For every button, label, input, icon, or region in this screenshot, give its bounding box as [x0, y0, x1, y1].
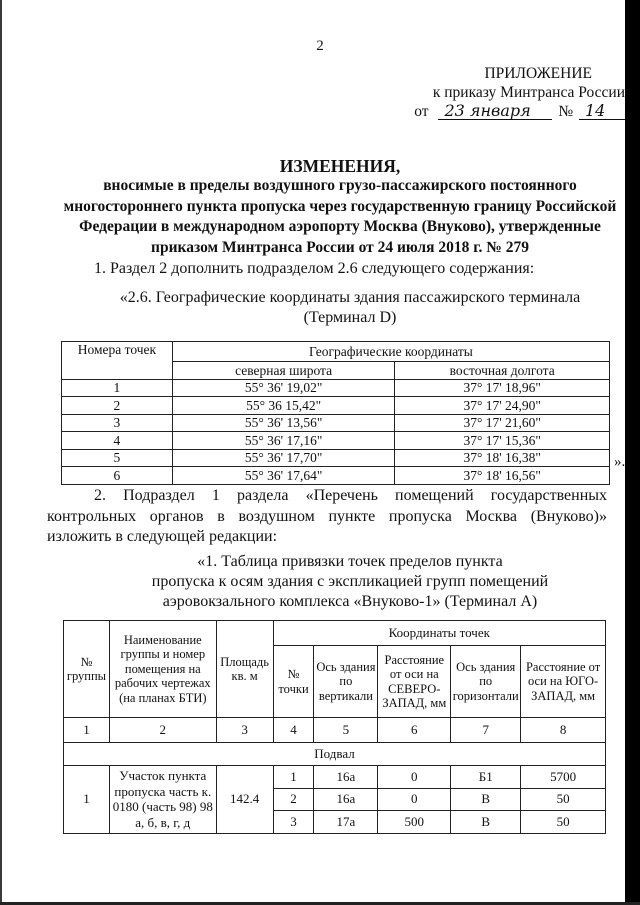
subheading-line: многостороннего пункта пропуска через государственную границу Российской: [63, 197, 617, 215]
appendix-block: [400, 64, 625, 121]
cell-distance-sw: 5700: [521, 766, 606, 789]
header-geo-coordinates: Географические координаты: [172, 342, 609, 362]
cell-point: 4: [62, 432, 173, 450]
table-row: [62, 414, 610, 432]
header-area: Площадь кв. м: [216, 621, 273, 718]
number-label: №: [558, 103, 574, 120]
cell-latitude: 55° 36' 17,70": [172, 449, 395, 467]
cell-axis-vertical: 16а: [314, 766, 378, 789]
cell-point: 3: [62, 414, 173, 432]
section-2-6-title-line: (Терминал D): [303, 309, 397, 326]
cell-group-name: Участок пункта пропуска часть к. 0180 (часть 98) 98 а, б, в, г, д: [109, 766, 216, 834]
cell-longitude: 37° 18' 16,38": [395, 449, 610, 467]
scan-edge-right: [625, 0, 640, 905]
cell-axis-vertical: 17а: [314, 811, 378, 834]
cell-latitude: 55° 36' 13,56": [172, 414, 395, 432]
cell-axis-vertical: 16а: [314, 788, 378, 811]
column-number: 1: [64, 718, 110, 743]
cell-axis-horizontal: В: [451, 811, 521, 834]
column-number: 5: [314, 718, 378, 743]
appendix-order-ref: к приказу Минтранса России: [432, 84, 625, 101]
header-name: Наименование группы и номер помещения на рабочих чертежах (на планах БТИ): [109, 621, 216, 718]
subheading-line: вносимые в пределы воздушного грузо-пассажирского постоянного: [103, 177, 577, 194]
cell-area: 142.4: [216, 766, 273, 834]
closing-quote: ».: [614, 454, 626, 470]
cell-longitude: 37° 18' 16,56": [395, 467, 610, 485]
header-axis-vertical: Ось здания по вертикали: [314, 646, 378, 718]
cell-point: 1: [62, 379, 173, 397]
column-number: 6: [378, 718, 451, 743]
terminal-d-coordinates-table: [61, 341, 610, 485]
cell-point: 6: [62, 467, 173, 485]
table-row: [62, 379, 610, 397]
header-distance-sw: Расстояние от оси на ЮГО-ЗАПАД, мм: [521, 646, 606, 718]
cell-point-no: 2: [273, 788, 314, 811]
section-1-title-line: пропуска к осям здания с экспликацией групп помещений: [151, 573, 549, 590]
cell-distance-nw: 0: [378, 766, 451, 789]
terminal-a-points-table: [63, 620, 606, 834]
cell-latitude: 55° 36 15,42": [172, 397, 395, 415]
paragraph-1: 1. Раздел 2 дополнить подразделом 2.6 следующего содержания:: [94, 260, 535, 277]
section-1-title-line: аэровокзального комплекса «Внуково-1» (Терминал А): [162, 593, 538, 610]
page-number: 2: [316, 38, 324, 54]
document-subheading: [40, 176, 640, 258]
header-longitude: восточная долгота: [395, 362, 610, 380]
header-coordinates: Координаты точек: [273, 621, 605, 646]
cell-latitude: 55° 36' 19,02": [172, 379, 395, 397]
header-point-no: № точки: [273, 646, 314, 718]
cell-distance-sw: 50: [521, 788, 606, 811]
column-number: 7: [451, 718, 521, 743]
appendix-title: ПРИЛОЖЕНИЕ: [484, 65, 592, 82]
cell-axis-horizontal: В: [451, 788, 521, 811]
scan-edge-left: [0, 0, 2, 905]
column-number-row: [64, 718, 606, 743]
cell-longitude: 37° 17' 15,36": [395, 432, 610, 450]
header-latitude: северная широта: [172, 362, 395, 380]
header-axis-horizontal: Ось здания по горизонтали: [451, 646, 521, 718]
table-row: [62, 397, 610, 415]
cell-point-no: 3: [273, 811, 314, 834]
table-row: [62, 467, 610, 485]
document-heading: ИЗМЕНЕНИЯ,: [279, 156, 401, 176]
header-point-numbers: Номера точек: [62, 342, 173, 380]
section-2-6-title-line: «2.6. Географические координаты здания пассажирского терминала: [119, 289, 581, 306]
cell-distance-sw: 50: [521, 811, 606, 834]
cell-longitude: 37° 17' 24,90": [395, 397, 610, 415]
column-number: 4: [273, 718, 314, 743]
section-label-basement: Подвал: [64, 743, 606, 766]
cell-distance-nw: 500: [378, 811, 451, 834]
cell-point: 2: [62, 397, 173, 415]
cell-group-no: 1: [64, 766, 110, 834]
cell-latitude: 55° 36' 17,16": [172, 432, 395, 450]
cell-longitude: 37° 17' 21,60": [395, 414, 610, 432]
paragraph-2-text: 2. Подраздел 1 раздела «Перечень помещений государственных контрольных органов в воздушном пункте пропуска Москва (Внуково)» изложить в следующей редакции:: [47, 487, 607, 545]
appendix-date-line: [400, 102, 625, 121]
section-1-title: [60, 552, 640, 612]
header-distance-nw: Расстояние от оси на СЕВЕРО-ЗАПАД, мм: [378, 646, 451, 718]
section-2-6-title: [60, 288, 640, 328]
subheading-line: Федерации в международном аэропорту Москва (Внуково), утвержденные: [79, 218, 601, 235]
cell-axis-horizontal: Б1: [451, 766, 521, 789]
cell-point-no: 1: [273, 766, 314, 789]
from-label: от: [414, 103, 429, 120]
column-number: 8: [521, 718, 606, 743]
table-row: [64, 766, 606, 789]
header-group-no: № группы: [64, 621, 110, 718]
column-number: 2: [109, 718, 216, 743]
section-1-title-line: «1. Таблица привязки точек пределов пункта: [197, 553, 503, 570]
cell-latitude: 55° 36' 17,64": [172, 467, 395, 485]
handwritten-number: 14: [579, 103, 625, 120]
table-row: [62, 449, 610, 467]
table-row: [62, 432, 610, 450]
column-number: 3: [216, 718, 273, 743]
handwritten-date: 23 января: [438, 103, 552, 120]
cell-distance-nw: 0: [378, 788, 451, 811]
cell-longitude: 37° 17' 18,96": [395, 379, 610, 397]
cell-point: 5: [62, 449, 173, 467]
subheading-line: приказом Минтранса России от 24 июля 2018 г. № 279: [151, 238, 529, 256]
paragraph-2: [47, 486, 607, 548]
